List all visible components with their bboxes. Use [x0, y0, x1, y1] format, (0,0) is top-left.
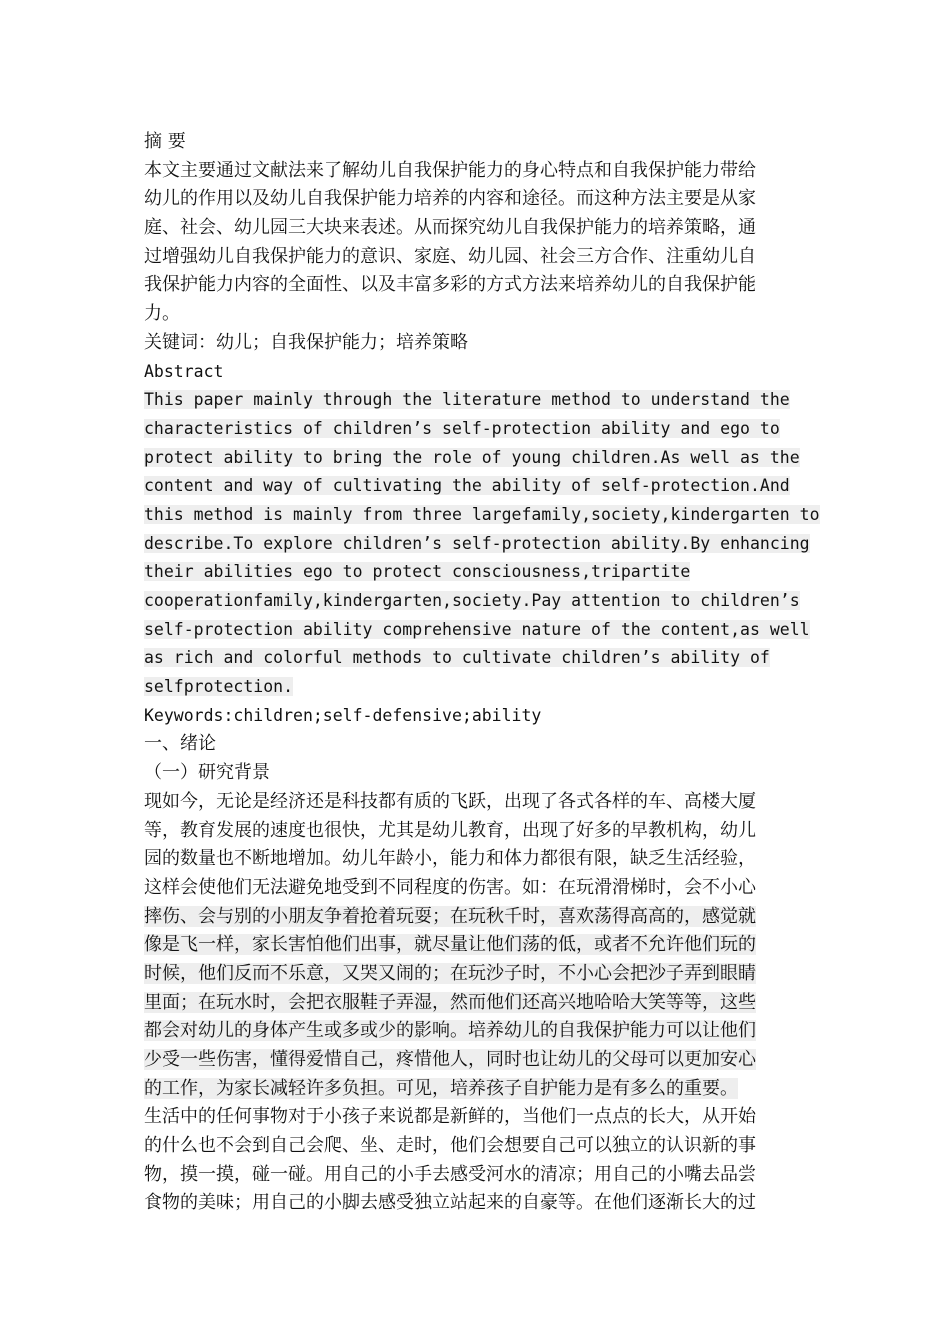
body-line: 现如今，无论是经济还是科技都有质的飞跃，出现了各式各样的车、高楼大厦: [144, 790, 756, 812]
abstract-cn-line: 本文主要通过文献法来了解幼儿自我保护能力的身心特点和自我保护能力带给: [144, 159, 756, 181]
body-line: 这样会使他们无法避免地受到不同程度的伤害。如：在玩滑滑梯时，会不小心: [144, 876, 756, 898]
body-line: 等，教育发展的速度也很快，尤其是幼儿教育，出现了好多的早教机构，幼儿: [144, 819, 756, 841]
body-line: 少受一些伤害，懂得爱惜自己，疼惜他人，同时也让幼儿的父母可以更加安心: [144, 1049, 756, 1070]
body-line: 里面；在玩水时，会把衣服鞋子弄湿，然而他们还高兴地哈哈大笑等等，这些: [144, 991, 756, 1013]
abstract-en-line: self-protection ability comprehensive nature of the content,as well: [144, 619, 810, 639]
body-line: 物，摸一摸，碰一碰。用自己的小手去感受河水的清凉；用自己的小嘴去品尝: [144, 1163, 756, 1185]
document-page: [144, 128, 820, 1218]
body-line: 摔伤、会与别的小朋友争着抢着玩耍；在玩秋千时，喜欢荡得高高的，感觉就: [144, 905, 756, 927]
keywords-en: Keywords:children;self-defensive;ability: [144, 705, 542, 725]
keywords-cn: 关键词：幼儿；自我保护能力；培养策略: [144, 331, 468, 353]
abstract-cn-line: 力。: [144, 303, 180, 325]
abstract-en-line: as rich and colorful methods to cultivate children’s ability of: [144, 648, 770, 668]
abstract-en-line: describe.To explore children’s self-protection ability.By enhancing: [144, 533, 810, 553]
abstract-cn-body: [144, 157, 804, 329]
body-line: 生活中的任何事物对于小孩子来说都是新鲜的，当他们一点点的长大，从开始: [144, 1106, 756, 1128]
abstract-en-line: their abilities ego to protect consciousness,tripartite: [144, 562, 691, 582]
abstract-cn-line: 我保护能力内容的全面性、以及丰富多彩的方式方法来培养幼儿的自我保护能: [144, 274, 756, 296]
body-paragraph-1: [144, 788, 804, 1104]
abstract-en-line: cooperationfamily,kindergarten,society.Pay attention to children’s: [144, 591, 800, 610]
body-line: 时候，他们反而不乐意，又哭又闹的；在玩沙子时，不小心会把沙子弄到眼睛: [144, 962, 756, 984]
abstract-en-line: protect ability to bring the role of young children.As well as the: [144, 447, 800, 467]
abstract-cn-line: 幼儿的作用以及幼儿自我保护能力培养的内容和途径。而这种方法主要是从家: [144, 188, 756, 210]
abstract-cn-line: 过增强幼儿自我保护能力的意识、家庭、幼儿园、社会三方合作、注重幼儿自: [144, 245, 756, 267]
abstract-en-heading: Abstract: [144, 361, 224, 381]
abstract-en-body: [144, 386, 820, 702]
body-line: 食物的美味；用自己的小脚去感受独立站起来的自豪等。在他们逐渐长大的过: [144, 1192, 756, 1214]
body-line: 像是飞一样，家长害怕他们出事，就尽量让他们荡的低，或者不允许他们玩的: [144, 934, 756, 956]
abstract-en-line: content and way of cultivating the ability of self-protection.And: [144, 476, 790, 496]
body-line: 的什么也不会到自己会爬、坐、走时，他们会想要自己可以独立的认识新的事: [144, 1135, 756, 1157]
body-line: 的工作，为家长减轻许多负担。可见，培养孩子自护能力是有多么的重要。: [144, 1077, 738, 1099]
body-line: 都会对幼儿的身体产生或多或少的影响。培养幼儿的自我保护能力可以让他们: [144, 1020, 756, 1042]
abstract-cn-line: 庭、社会、幼儿园三大块来表述。从而探究幼儿自我保护能力的培养策略，通: [144, 217, 756, 239]
abstract-en-line: characteristics of children’s self-protection ability and ego to: [144, 418, 780, 438]
abstract-en-line: This paper mainly through the literature method to understand the: [144, 390, 790, 410]
subsection-heading: （一）研究背景: [144, 762, 270, 784]
abstract-en-line: this method is mainly from three largefamily,society,kindergarten to: [144, 504, 820, 524]
body-paragraph-2: [144, 1103, 804, 1218]
body-line: 园的数量也不断地增加。幼儿年龄小，能力和体力都很有限，缺乏生活经验，: [144, 848, 756, 870]
abstract-heading: 摘 要: [144, 131, 186, 152]
section-heading: 一、绪论: [144, 733, 216, 755]
abstract-en-line: selfprotection.: [144, 677, 294, 697]
